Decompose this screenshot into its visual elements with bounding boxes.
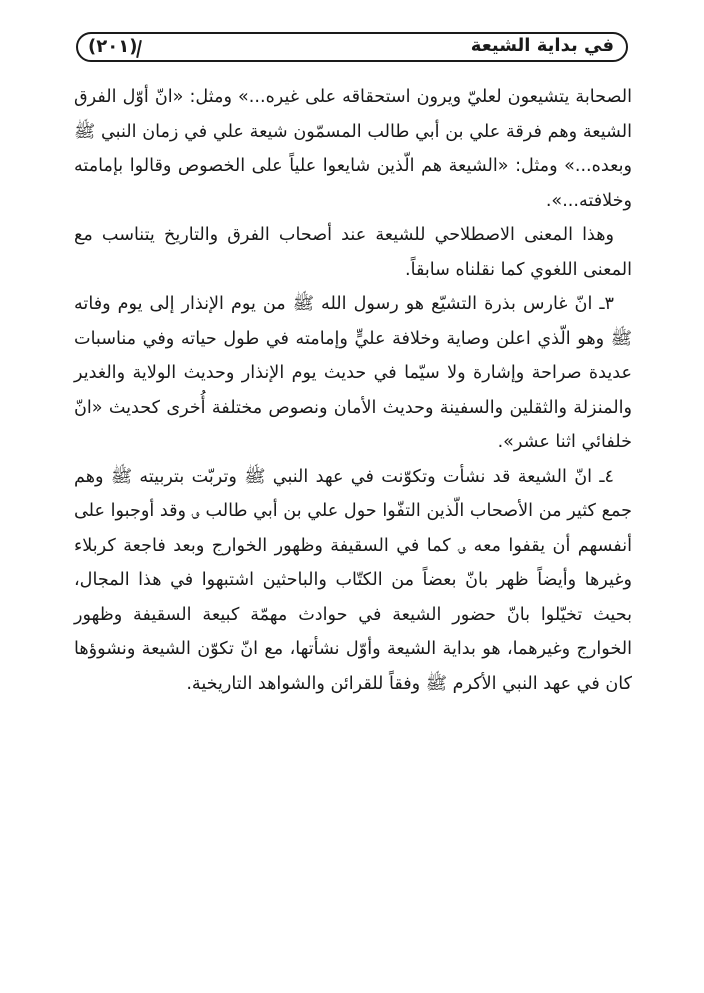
paragraph-point-4: ٤ـ انّ الشيعة قد نشأت وتكوّنت في عهد النبي ﷺ وتربّت بتربيته ﷺ وهم جمع كثير من الأصحاب الّذين التفّوا حول علي بن أبي طالب ؈ وقد أوجبوا على أنفسهم أن يقفوا معه ؈ كما في السقيفة وظهور الخوارج وبعد فاجعة كربلاء وغيرها وأيضاً ظهر بانّ بعضاً من الكتّاب والباحثين اشتبهوا في هذا المجال، بحيث تخيّلوا بانّ حضور الشيعة في حوادث مهمّة كبيعة السقيفة وظهور الخوارج وغيرهما، هو بداية الشيعة وأوّل نشأتها، مع انّ تكوّن الشيعة ونشوؤها كان في عهد النبي الأكرم ﷺ وفقاً للقرائن والشواهد التاريخية. <box>74 466 632 694</box>
paragraph-continuation: الصحابة يتشيعون لعليّ ويرون استحقاقه على غيره...» ومثل: «انّ أوّل الفرق الشيعة وهم فرقة علي بن أبي طالب المسمّون شيعة علي في زمان النبي ﷺ وبعده...» ومثل: «الشيعة هم الّذين شايعوا علياً على الخصوص وقالوا بإمامته وخلافته...». <box>74 87 632 211</box>
paragraph-point-3: ٣ـ انّ غارس بذرة التشيّع هو رسول الله ﷺ من يوم الإنذار إلى يوم وفاته ﷺ وهو الّذي اعلن وصاية وخلافة عليٍّ وإمامته في طول حياته وفي مناسبات عديدة صراحة وإشارة ولا سيّما في حديث يوم الإنذار وحديث الولاية والغدير والمنزلة والثقلين والسفينة وحديث الأمان ونصوص مختلفة أُخرى كحديث «انّ خلفائي اثنا عشر». <box>74 294 632 452</box>
body-text <box>74 80 632 701</box>
running-title: في بداية الشيعة <box>470 35 614 56</box>
paragraph-definition: وهذا المعنى الاصطلاحي للشيعة عند أصحاب الفرق والتاريخ يتناسب مع المعنى اللغوي كما نقلناه سابقاً. <box>74 225 632 280</box>
page-header <box>76 32 628 62</box>
page-number: (٢٠١) <box>88 36 138 57</box>
